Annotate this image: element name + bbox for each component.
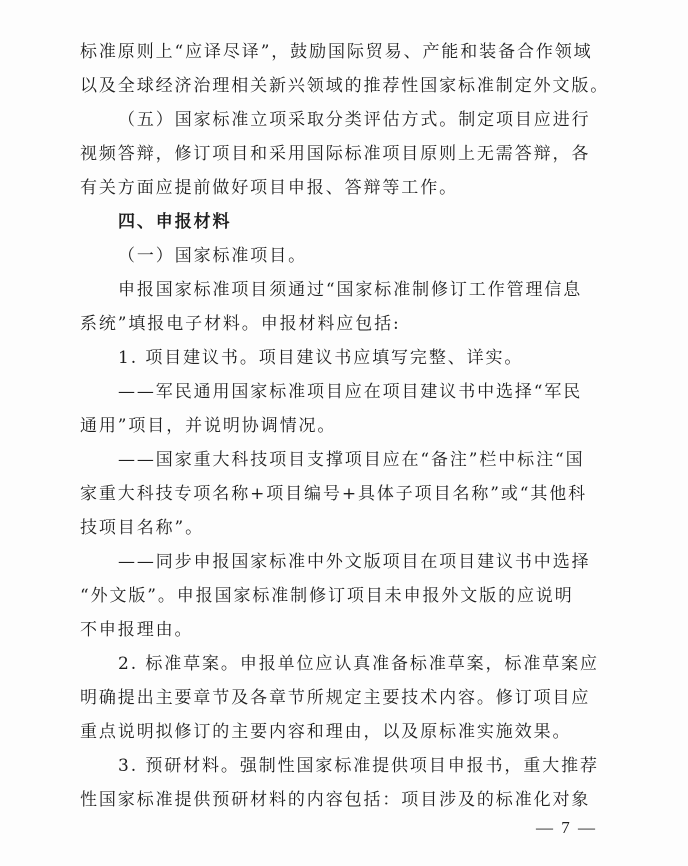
- text-line: 3. 预研材料。强制性国家标准提供项目申报书，重大推荐: [118, 756, 599, 776]
- text-line: 1. 项目建议书。项目建议书应填写完整、详实。: [118, 348, 524, 368]
- section-heading: 四、申报材料: [118, 212, 232, 232]
- text-line: 技项目名称”。: [80, 518, 204, 538]
- text-line: 明确提出主要章节及各章节所规定主要技术内容。修订项目应: [80, 688, 591, 708]
- page-number: — 7 —: [536, 818, 597, 837]
- text-line: 以及全球经济治理相关新兴领域的推荐性国家标准制定外文版。: [80, 76, 610, 96]
- text-line: 家重大科技专项名称+项目编号+具体子项目名称”或“其他科: [80, 484, 588, 504]
- text-line: 性国家标准提供预研材料的内容包括：项目涉及的标准化对象: [80, 790, 591, 810]
- text-line: 2. 标准草案。申报单位应认真准备标准草案，标准草案应: [118, 654, 599, 674]
- text-line: 不申报理由。: [80, 620, 194, 640]
- text-line: 视频答辩，修订项目和采用国际标准项目原则上无需答辩，各: [80, 144, 591, 164]
- text-line: （五）国家标准立项采取分类评估方式。制定项目应进行: [118, 110, 591, 130]
- text-line: ——军民通用国家标准项目应在项目建议书中选择“军民: [118, 382, 583, 402]
- text-line: 系统”填报电子材料。申报材料应包括:: [80, 314, 401, 334]
- text-line: 申报国家标准项目须通过“国家标准制修订工作管理信息: [118, 280, 583, 300]
- text-line: ——国家重大科技项目支撑项目应在“备注”栏中标注“国: [118, 450, 585, 470]
- document-body: [80, 35, 622, 817]
- text-line: “外文版”。申报国家标准制修订项目未申报外文版的应说明: [80, 586, 574, 606]
- text-line: 重点说明拟修订的主要内容和理由，以及原标准实施效果。: [80, 722, 572, 742]
- text-line: ——同步申报国家标准中外文版项目在项目建议书中选择: [118, 552, 591, 572]
- text-line: （一）国家标准项目。: [118, 246, 307, 266]
- text-line: 有关方面应提前做好项目申报、答辩等工作。: [80, 178, 458, 198]
- text-line: 标准原则上“应译尽译”，鼓励国际贸易、产能和装备合作领域: [80, 42, 593, 62]
- text-line: 通用”项目，并说明协调情况。: [80, 416, 337, 436]
